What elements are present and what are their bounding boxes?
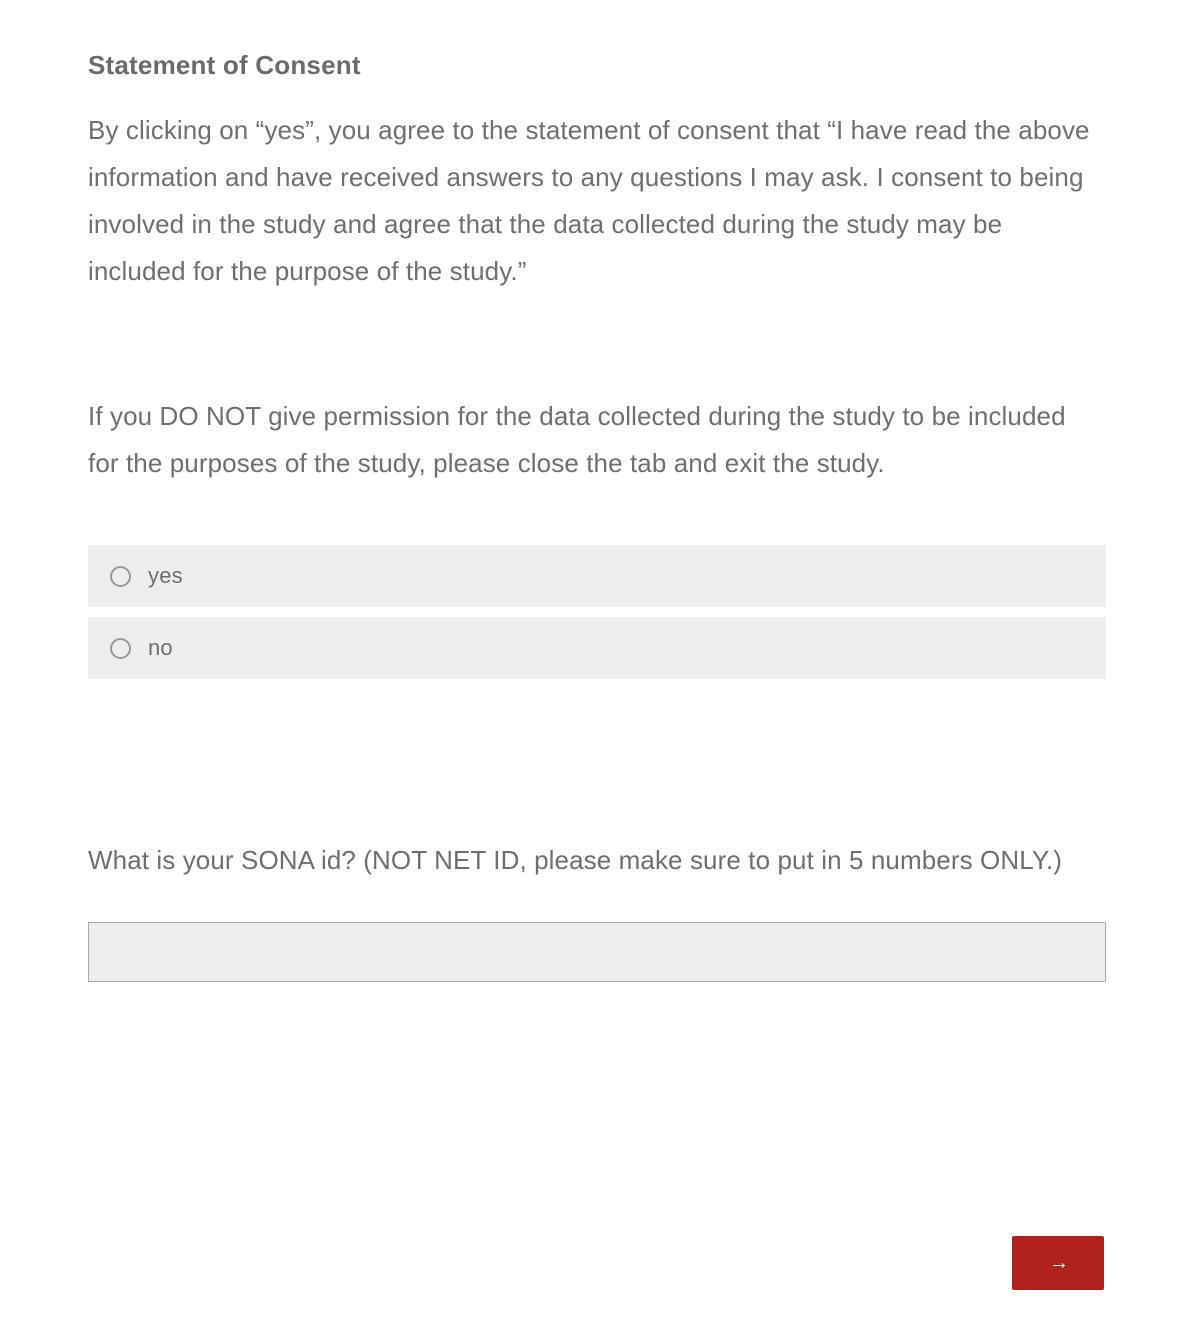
consent-option-no-label: no xyxy=(148,635,173,660)
consent-paragraph-1: By clicking on “yes”, you agree to the statement of consent that “I have read the above information and have received answers to any questions I may ask. I consent to being involved in the study and agree that the data collected during the study may be included for the purpose of the study.” xyxy=(88,115,1090,286)
sona-question-block xyxy=(88,837,1106,982)
consent-option-yes-label: yes xyxy=(148,563,183,588)
consent-title: Statement of Consent xyxy=(88,50,361,80)
sona-id-input[interactable] xyxy=(88,922,1106,982)
consent-option-no[interactable] xyxy=(88,617,1106,679)
radio-icon[interactable] xyxy=(110,638,131,659)
consent-option-yes[interactable] xyxy=(88,545,1106,607)
radio-icon[interactable] xyxy=(110,566,131,587)
paragraph-spacer xyxy=(88,321,1106,367)
consent-options xyxy=(88,545,1106,679)
next-button[interactable] xyxy=(1012,1236,1104,1290)
consent-paragraph-2: If you DO NOT give permission for the data collected during the study to be included for the purposes of the study, please close the tab and exit the study. xyxy=(88,401,1066,478)
sona-question-label: What is your SONA id? (NOT NET ID, please make sure to put in 5 numbers ONLY.) xyxy=(88,845,1063,875)
arrow-right-icon: → xyxy=(1049,1252,1067,1274)
